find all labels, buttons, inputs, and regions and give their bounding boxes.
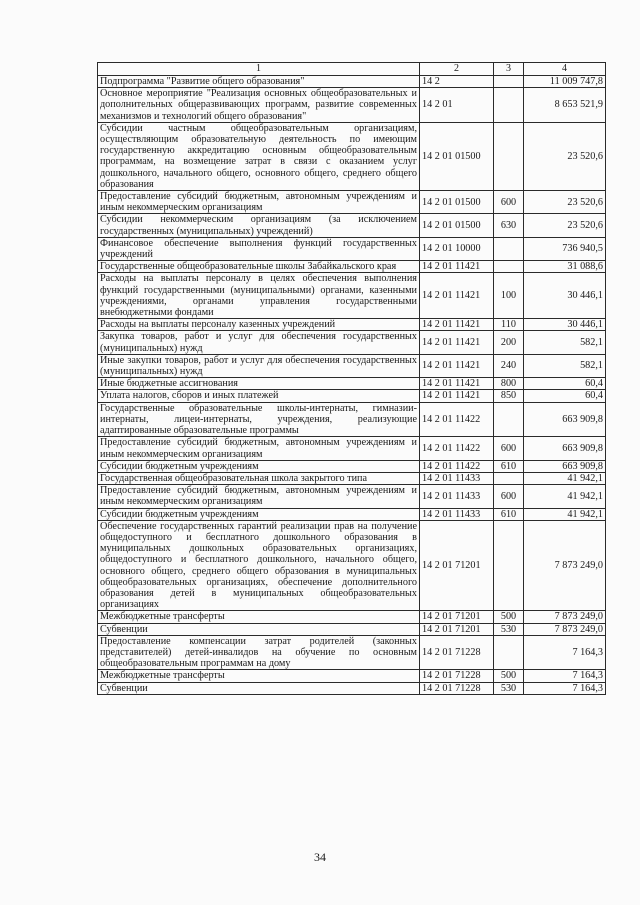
table-row [98,122,606,190]
row-code-cell: 14 2 01 11433 [420,485,494,508]
row-type-cell: 240 [494,354,524,377]
row-type-cell [494,635,524,670]
row-amount-cell: 23 520,6 [524,191,606,214]
table-row [98,520,606,611]
row-amount-cell: 23 520,6 [524,214,606,237]
table-row [98,319,606,331]
row-name-cell: Государственная общеобразовательная школа закрытого типа [98,472,420,484]
row-amount-cell: 736 940,5 [524,237,606,260]
row-amount-cell: 11 009 747,8 [524,76,606,88]
row-type-cell: 800 [494,378,524,390]
table-row [98,378,606,390]
row-name-cell: Субсидии частным общеобразовательным организациям, осуществляющим образовательную деятельность по имеющим государственную аккредитацию основным общеобразовательным программам, на возмещение затрат в связи с оказанием услуг дошкольного, начального общего, основного общего, среднего общего образования [98,122,420,190]
table-row [98,88,606,123]
row-name-cell: Государственные общеобразовательные школы Забайкальского края [98,261,420,273]
row-type-cell: 600 [494,485,524,508]
row-code-cell: 14 2 01 11422 [420,460,494,472]
row-type-cell [494,402,524,437]
row-type-cell: 500 [494,611,524,623]
row-amount-cell: 663 909,8 [524,460,606,472]
row-name-cell: Субсидии бюджетным учреждениям [98,508,420,520]
row-amount-cell: 7 164,3 [524,635,606,670]
table-row [98,472,606,484]
row-name-cell: Предоставление субсидий бюджетным, автономным учреждениям и иным некоммерческим организациям [98,437,420,460]
row-code-cell: 14 2 01 11421 [420,354,494,377]
row-type-cell: 110 [494,319,524,331]
row-name-cell: Межбюджетные трансферты [98,611,420,623]
row-amount-cell: 31 088,6 [524,261,606,273]
row-name-cell: Государственные образовательные школы-интернаты, гимназии-интернаты, лицеи-интернаты, учреждения, реализующие адаптированные образовательные программы [98,402,420,437]
table-row [98,261,606,273]
row-name-cell: Расходы на выплаты персоналу в целях обеспечения выполнения функций государственными (муниципальными) органами, казенными учреждениями, органами управления государственными внебюджетными фондами [98,273,420,319]
page-number: 34 [314,850,326,864]
table-row [98,485,606,508]
row-code-cell: 14 2 01 71228 [420,635,494,670]
table-row [98,611,606,623]
row-amount-cell: 7 164,3 [524,682,606,694]
row-name-cell: Основное мероприятие "Реализация основных общеобразовательных и дополнительных общеразвивающих программ, развитие современных механизмов и технологий общего образования" [98,88,420,123]
row-name-cell: Предоставление субсидий бюджетным, автономным учреждениям и иным некоммерческим организациям [98,191,420,214]
row-code-cell: 14 2 01 11421 [420,261,494,273]
table-row [98,682,606,694]
table-row [98,460,606,472]
row-type-cell: 530 [494,682,524,694]
row-amount-cell: 41 942,1 [524,508,606,520]
row-amount-cell: 8 653 521,9 [524,88,606,123]
row-name-cell: Субвенции [98,682,420,694]
header-col-3: 3 [494,63,524,76]
row-name-cell: Межбюджетные трансферты [98,670,420,682]
table-row [98,273,606,319]
row-name-cell: Финансовое обеспечение выполнения функций государственных учреждений [98,237,420,260]
table-row [98,437,606,460]
table-row [98,635,606,670]
table-body [98,76,606,695]
table-row [98,670,606,682]
row-amount-cell: 663 909,8 [524,437,606,460]
row-amount-cell: 41 942,1 [524,472,606,484]
table-row [98,237,606,260]
row-code-cell: 14 2 01 01500 [420,214,494,237]
row-name-cell: Субсидии бюджетным учреждениям [98,460,420,472]
header-col-2: 2 [420,63,494,76]
row-code-cell: 14 2 01 71228 [420,670,494,682]
row-code-cell: 14 2 01 11421 [420,273,494,319]
row-type-cell: 500 [494,670,524,682]
row-type-cell: 530 [494,623,524,635]
table-row [98,76,606,88]
table-row [98,354,606,377]
header-col-4: 4 [524,63,606,76]
table-row [98,623,606,635]
row-code-cell: 14 2 01 71201 [420,520,494,611]
row-amount-cell: 60,4 [524,378,606,390]
row-amount-cell: 7 873 249,0 [524,611,606,623]
table-row [98,402,606,437]
header-row [98,63,606,76]
row-code-cell: 14 2 01 11421 [420,319,494,331]
row-type-cell [494,520,524,611]
row-code-cell: 14 2 01 11421 [420,331,494,354]
budget-table [97,62,606,695]
row-amount-cell: 30 446,1 [524,273,606,319]
row-code-cell: 14 2 01 71201 [420,623,494,635]
row-type-cell: 610 [494,508,524,520]
row-code-cell: 14 2 01 11421 [420,378,494,390]
row-name-cell: Расходы на выплаты персоналу казенных учреждений [98,319,420,331]
row-name-cell: Иные закупки товаров, работ и услуг для обеспечения государственных (муниципальных) нужд [98,354,420,377]
row-amount-cell: 7 164,3 [524,670,606,682]
row-code-cell: 14 2 01 11433 [420,508,494,520]
table-row [98,214,606,237]
header-col-1: 1 [98,63,420,76]
row-amount-cell: 23 520,6 [524,122,606,190]
row-amount-cell: 582,1 [524,331,606,354]
row-name-cell: Иные бюджетные ассигнования [98,378,420,390]
table-row [98,508,606,520]
row-code-cell: 14 2 01 11421 [420,390,494,402]
row-type-cell: 630 [494,214,524,237]
row-amount-cell: 7 873 249,0 [524,520,606,611]
row-code-cell: 14 2 01 71201 [420,611,494,623]
row-amount-cell: 30 446,1 [524,319,606,331]
row-code-cell: 14 2 [420,76,494,88]
table-header [98,63,606,76]
row-type-cell: 850 [494,390,524,402]
row-amount-cell: 663 909,8 [524,402,606,437]
row-code-cell: 14 2 01 11422 [420,437,494,460]
row-name-cell: Обеспечение государственных гарантий реализации прав на получение общедоступного и бесплатного дошкольного образования в муниципальных дошкольных образовательных организациях, общедоступного и бесплатного дошкольного, начального общего, основного общего, среднего общего образования в муниципальных общеобразовательных организациях, обеспечение дополнительного образования детей в муниципальных общеобразовательных организациях [98,520,420,611]
table-row [98,331,606,354]
row-type-cell: 600 [494,191,524,214]
row-type-cell: 600 [494,437,524,460]
row-code-cell: 14 2 01 [420,88,494,123]
row-name-cell: Субвенции [98,623,420,635]
row-type-cell [494,261,524,273]
row-code-cell: 14 2 01 10000 [420,237,494,260]
row-name-cell: Субсидии некоммерческим организациям (за исключением государственных (муниципальных) учреждений) [98,214,420,237]
row-name-cell: Предоставление компенсации затрат родителей (законных представителей) детей-инвалидов на обучение по основным общеобразовательным программам на дому [98,635,420,670]
row-name-cell: Уплата налогов, сборов и иных платежей [98,390,420,402]
row-code-cell: 14 2 01 01500 [420,122,494,190]
row-code-cell: 14 2 01 11422 [420,402,494,437]
row-code-cell: 14 2 01 11433 [420,472,494,484]
row-type-cell: 200 [494,331,524,354]
row-type-cell [494,472,524,484]
row-type-cell [494,237,524,260]
row-code-cell: 14 2 01 01500 [420,191,494,214]
table-row [98,191,606,214]
row-name-cell: Подпрограмма "Развитие общего образования" [98,76,420,88]
row-amount-cell: 7 873 249,0 [524,623,606,635]
row-name-cell: Закупка товаров, работ и услуг для обеспечения государственных (муниципальных) нужд [98,331,420,354]
row-amount-cell: 60,4 [524,390,606,402]
table-row [98,390,606,402]
row-name-cell: Предоставление субсидий бюджетным, автономным учреждениям и иным некоммерческим организациям [98,485,420,508]
row-amount-cell: 41 942,1 [524,485,606,508]
row-amount-cell: 582,1 [524,354,606,377]
row-type-cell: 610 [494,460,524,472]
row-type-cell [494,88,524,123]
row-type-cell [494,76,524,88]
row-type-cell [494,122,524,190]
row-type-cell: 100 [494,273,524,319]
row-code-cell: 14 2 01 71228 [420,682,494,694]
